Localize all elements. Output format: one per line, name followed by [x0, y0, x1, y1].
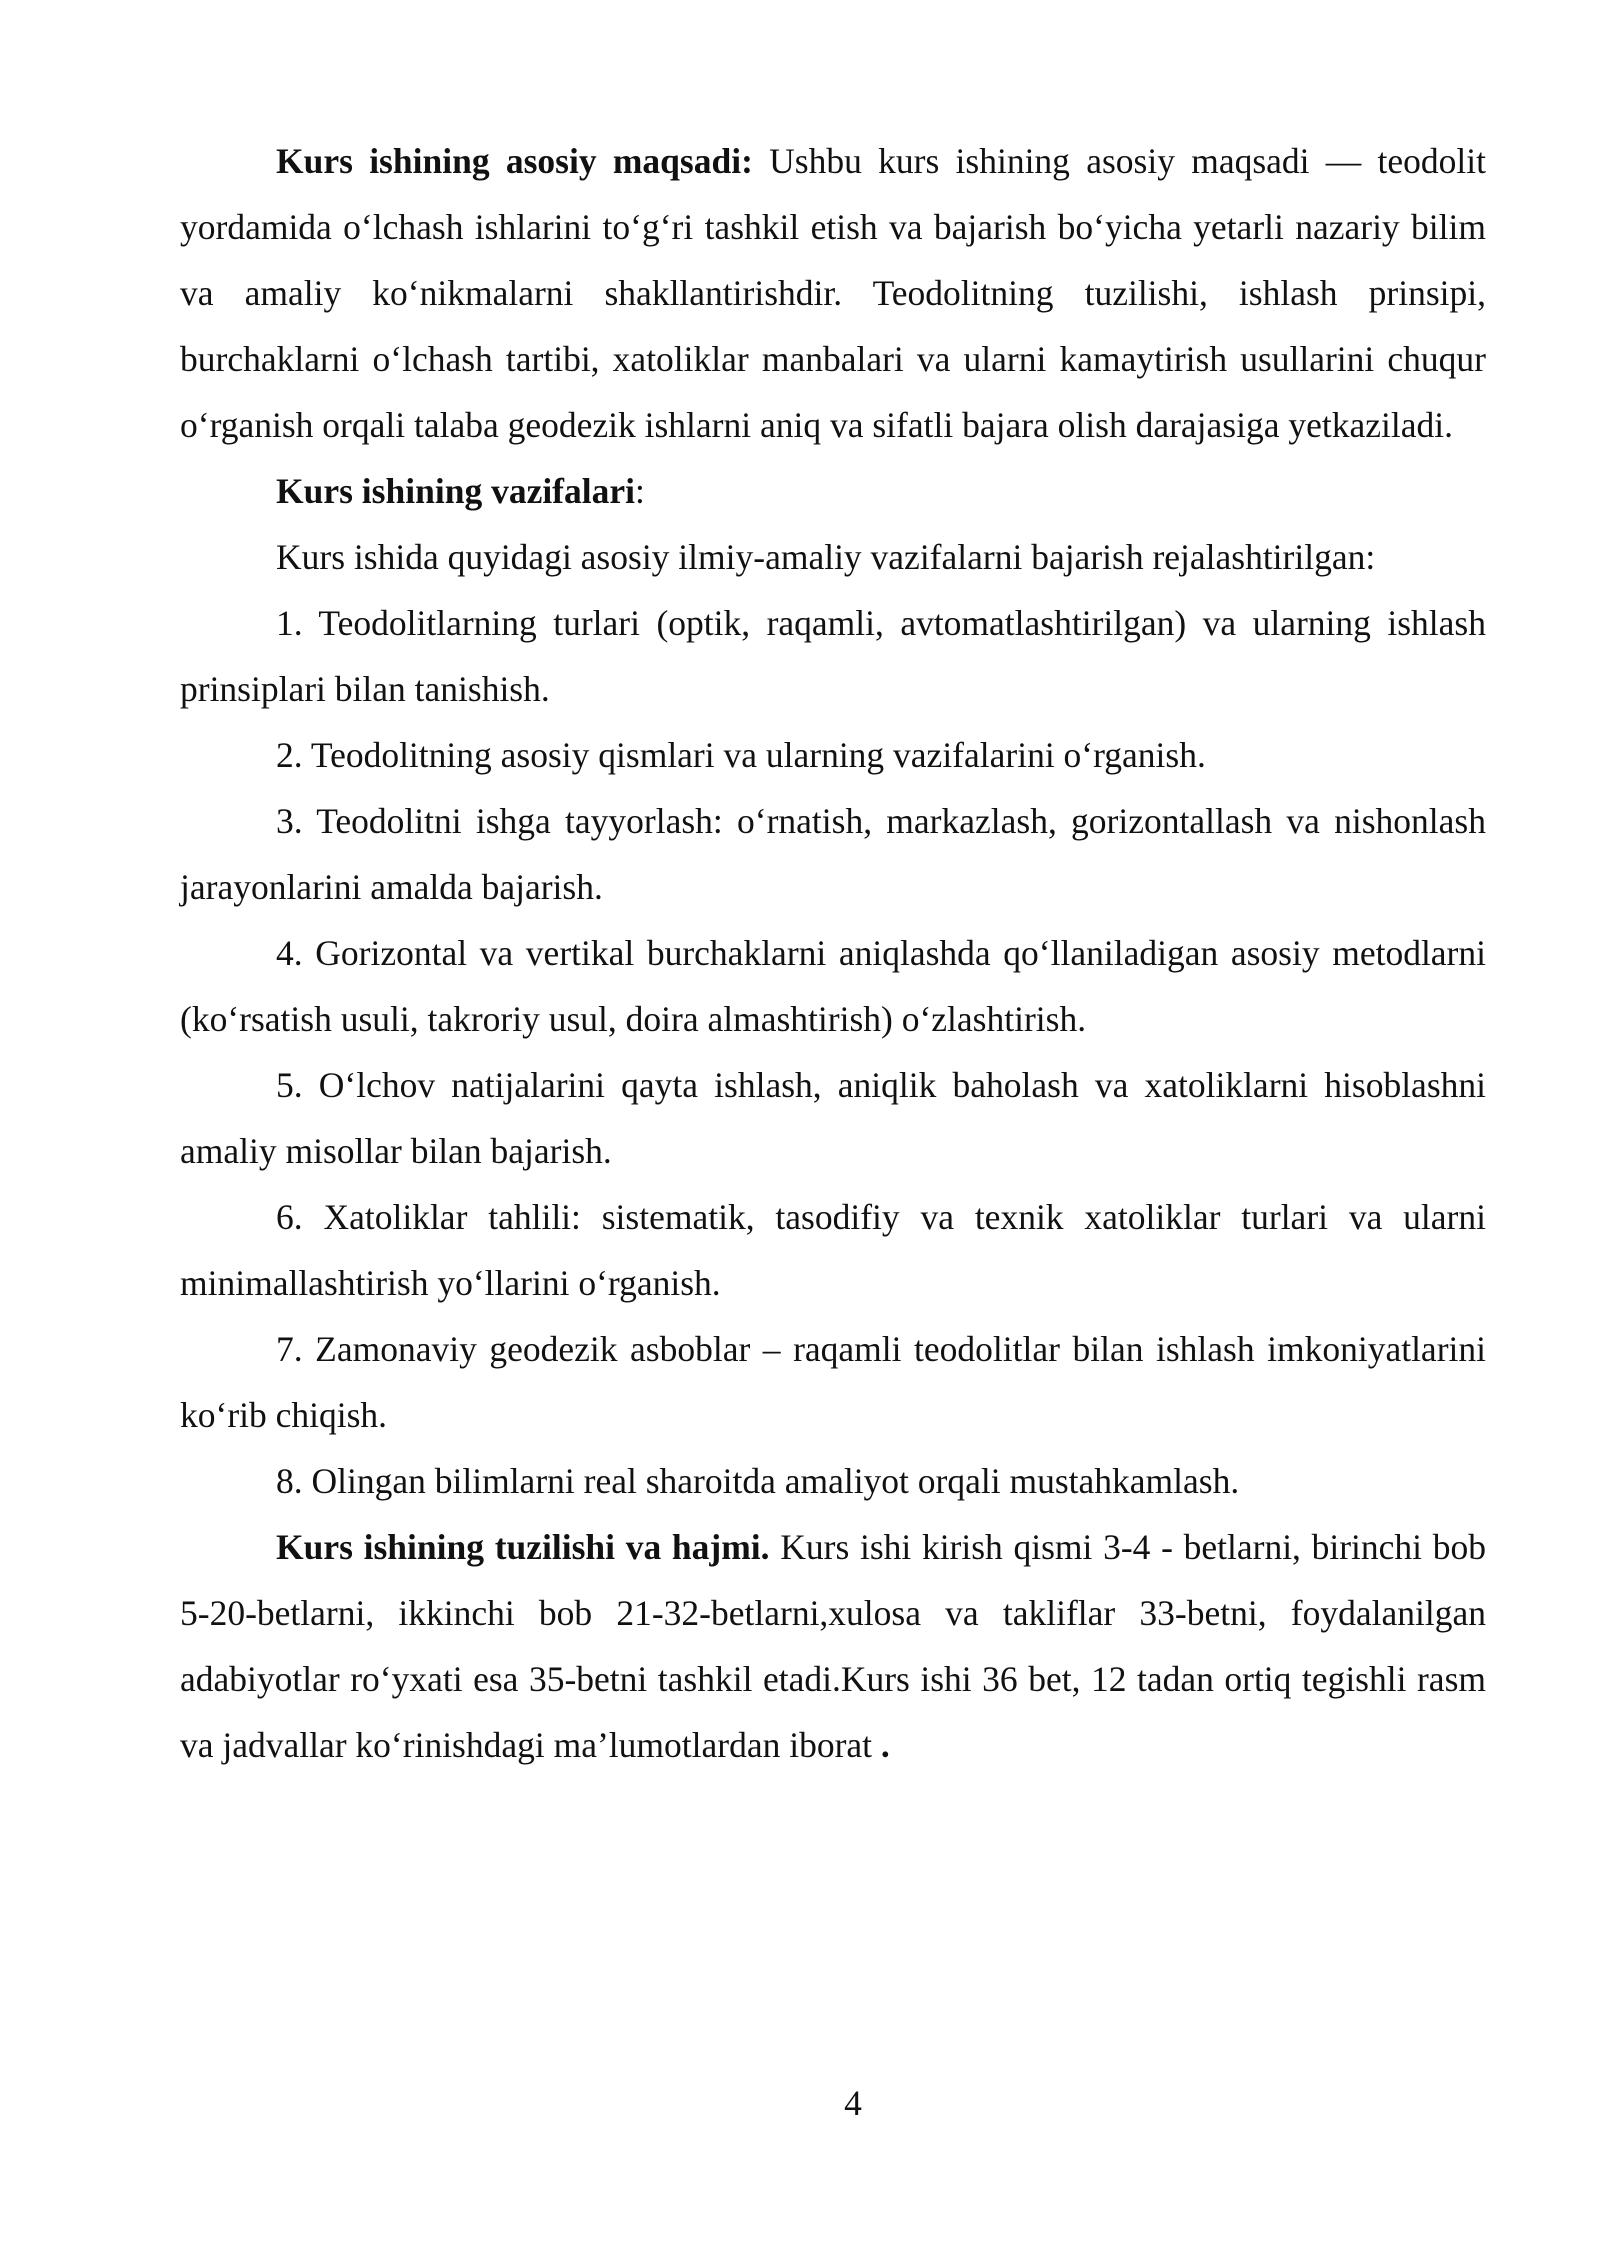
structure-end-mark: . [880, 1725, 890, 1765]
goal-text: Ushbu kurs ishining asosiy maqsadi — teodolit yordamida o‘lchash ishlarini to‘g‘ri tashkil etish va bajarish bo‘yicha yetarli nazariy bilim va amaliy ko‘nikmalarni shakllantirishdir. Teodolitning tuzilishi, ishlash prinsipi, burchaklarni o‘lchash tartibi, xatoliklar manbalari va ularni kamaytirish usullarini chuqur o‘rganish orqali talaba geodezik ishlarni aniq va sifatli bajara olish darajasiga yetkaziladi. [180, 141, 1486, 445]
tasks-intro: Kurs ishida quyidagi asosiy ilmiy-amaliy vazifalarni bajarish rejalashtirilgan: [276, 537, 1376, 577]
structure-heading: Kurs ishining tuzilishi va hajmi. [276, 1527, 770, 1567]
structure-paragraph [180, 1514, 1486, 1778]
task-item-4: 4. Gorizontal va vertikal burchaklarni aniqlashda qo‘llaniladigan asosiy metodlarni (ko‘rsatish usuli, takroriy usul, doira almashtirish) o‘zlashtirish. [180, 933, 1486, 1039]
task-item-1: 1. Teodolitlarning turlari (optik, raqamli, avtomatlashtirilgan) va ularning ishlash prinsiplari bilan tanishish. [180, 603, 1486, 709]
task-item-8: 8. Olingan bilimlarni real sharoitda amaliyot orqali mustahkamlash. [276, 1461, 1240, 1501]
task-item-2: 2. Teodolitning asosiy qismlari va ularning vazifalarini o‘rganish. [276, 735, 1206, 775]
page-body [180, 128, 1486, 1778]
task-item-3: 3. Teodolitni ishga tayyorlash: o‘rnatish, markazlash, gorizontallash va nishonlash jarayonlarini amalda bajarish. [180, 801, 1486, 907]
structure-text: Kurs ishi kirish qismi 3-4 - betlarni, birinchi bob 5-20-betlarni, ikkinchi bob 21-32-betlarni,xulosa va takliflar 33-betni, foydalanilgan adabiyotlar ro‘yxati esa 35-betni tashkil etadi.Kurs ishi 36 bet, 12 tadan ortiq tegishli rasm va jadvallar ko‘rinishdagi ma’lumotlardan iborat [180, 1527, 1486, 1765]
tasks-heading: Kurs ishining vazifalari [276, 471, 635, 511]
page-number: 4 [844, 2083, 862, 2123]
task-item-7: 7. Zamonaviy geodezik asboblar – raqamli teodolitlar bilan ishlash imkoniyatlarini ko‘rib chiqish. [180, 1329, 1486, 1435]
goal-paragraph [180, 128, 1486, 458]
goal-heading: Kurs ishining asosiy maqsadi: [276, 141, 753, 181]
tasks-heading-line [180, 458, 1486, 524]
task-item-6: 6. Xatoliklar tahlili: sistematik, tasodifiy va texnik xatoliklar turlari va ularni minimallashtirish yo‘llarini o‘rganish. [180, 1197, 1486, 1303]
task-item-5: 5. O‘lchov natijalarini qayta ishlash, aniqlik baholash va xatoliklarni hisoblashni amaliy misollar bilan bajarish. [180, 1065, 1486, 1171]
tasks-heading-colon: : [635, 471, 645, 511]
